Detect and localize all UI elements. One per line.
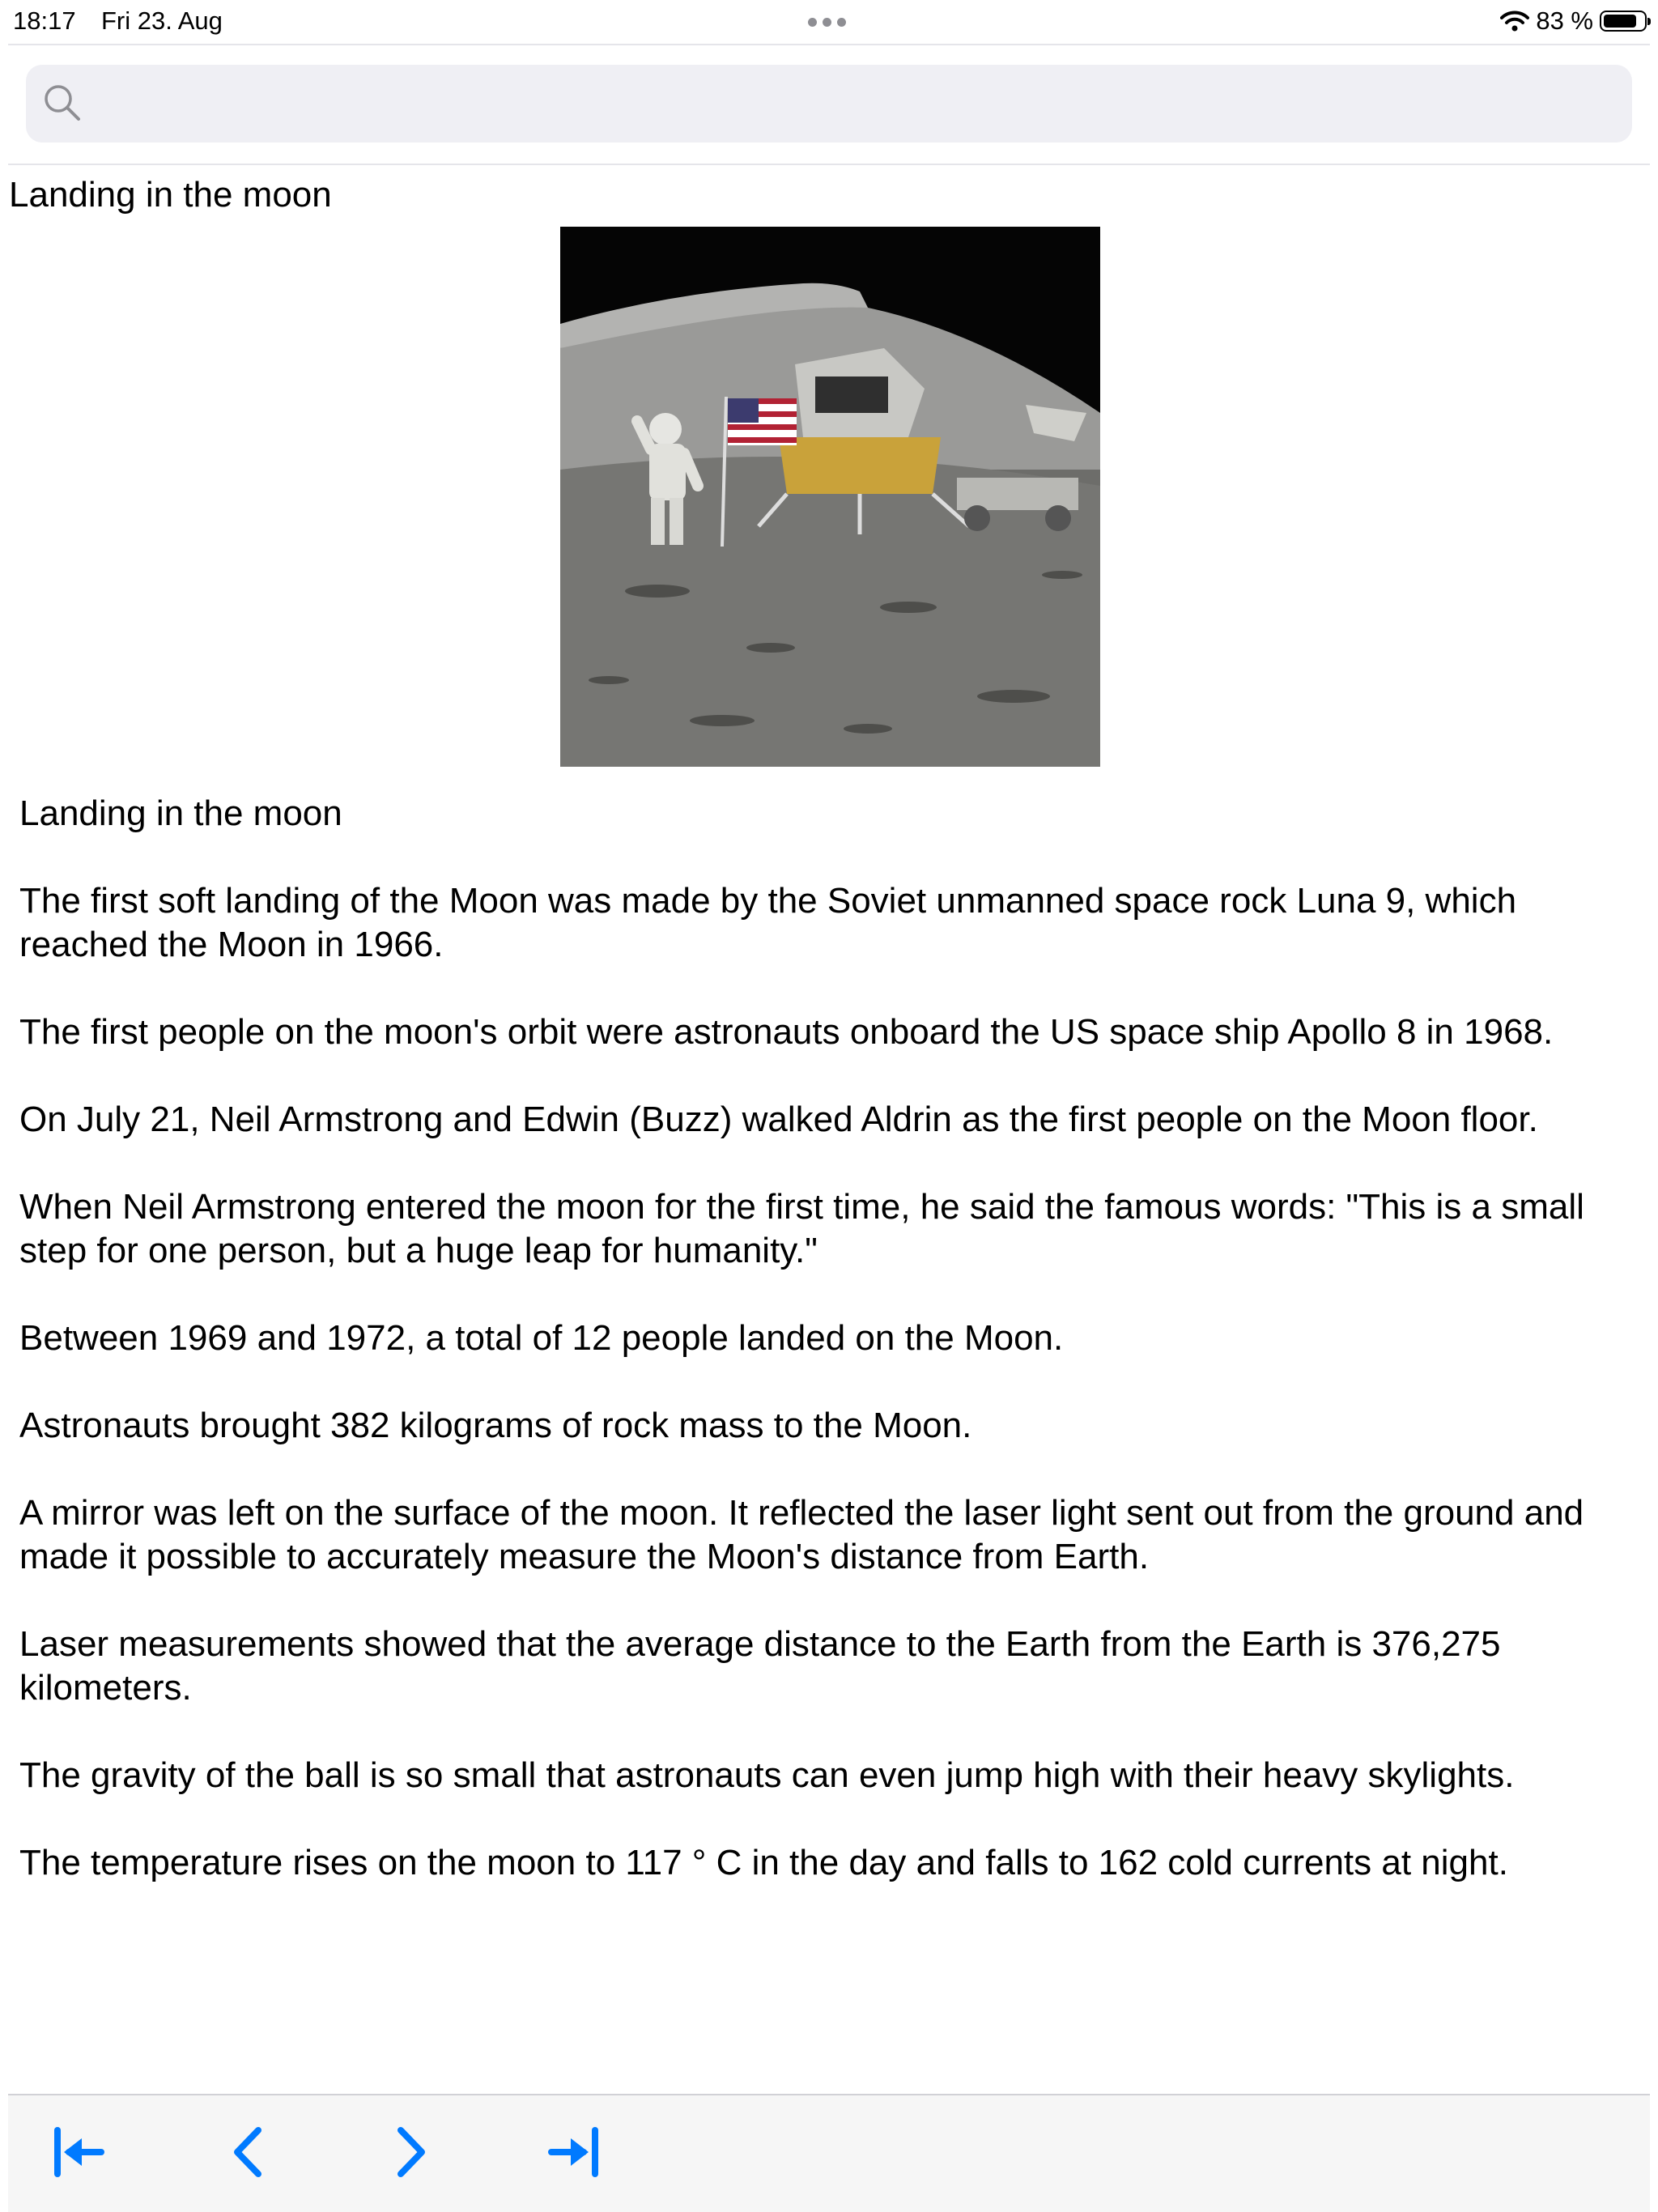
article-paragraph-3: On July 21, Neil Armstrong and Edwin (Buzz) walked Aldrin as the first people on the Moon floor. (19, 1100, 1538, 1139)
battery-percentage: 83 % (1536, 6, 1593, 35)
search-input[interactable] (99, 65, 1616, 144)
status-bar (0, 0, 1658, 44)
article-heading: Landing in the moon (19, 793, 342, 833)
battery-icon (1600, 11, 1647, 32)
article-paragraph-4: When Neil Armstrong entered the moon for the first time, he said the famous words: "This is a small step for one person, but a huge leap for humanity." (19, 1187, 1584, 1270)
previous-page-icon (219, 2124, 276, 2180)
page-title: Landing in the moon (9, 175, 332, 215)
divider (8, 44, 1650, 45)
article-paragraph-1: The first soft landing of the Moon was made by the Soviet unmanned space rock Luna 9, which reached the Moon in 1966. (19, 881, 1517, 964)
status-date: Fri 23. Aug (101, 6, 223, 35)
navigation-toolbar (8, 2095, 1650, 2212)
article-paragraph-10: The temperature rises on the moon to 117 ° C in the day and falls to 162 cold currents at night. (19, 1843, 1508, 1882)
article (19, 792, 1630, 1929)
next-page-button[interactable] (379, 2120, 444, 2184)
article-paragraph-5: Between 1969 and 1972, a total of 12 people landed on the Moon. (19, 1318, 1064, 1358)
last-page-button[interactable] (542, 2120, 607, 2184)
search-icon (42, 83, 83, 123)
multitasking-dots-icon[interactable] (808, 18, 846, 27)
status-indicators (1500, 6, 1647, 36)
first-page-button[interactable] (45, 2120, 110, 2184)
divider (8, 164, 1650, 165)
article-paragraph-9: The gravity of the ball is so small that astronauts can even jump high with their heavy skylights. (19, 1755, 1515, 1795)
last-page-icon (546, 2124, 603, 2180)
status-time: 18:17 (13, 6, 76, 35)
moon-landing-photo (560, 227, 1100, 767)
article-paragraph-2: The first people on the moon's orbit were astronauts onboard the US space ship Apollo 8 in 1968. (19, 1012, 1554, 1052)
wifi-icon (1500, 11, 1529, 32)
previous-page-button[interactable] (215, 2120, 280, 2184)
first-page-icon (49, 2124, 106, 2180)
next-page-icon (383, 2124, 440, 2180)
article-paragraph-6: Astronauts brought 382 kilograms of rock mass to the Moon. (19, 1406, 972, 1445)
search-bar[interactable] (26, 65, 1632, 143)
article-paragraph-7: A mirror was left on the surface of the moon. It reflected the laser light sent out from the ground and made it possible to accurately measure the Moon's distance from Earth. (19, 1493, 1584, 1576)
article-paragraph-8: Laser measurements showed that the average distance to the Earth from the Earth is 376,275 kilometers. (19, 1624, 1501, 1708)
